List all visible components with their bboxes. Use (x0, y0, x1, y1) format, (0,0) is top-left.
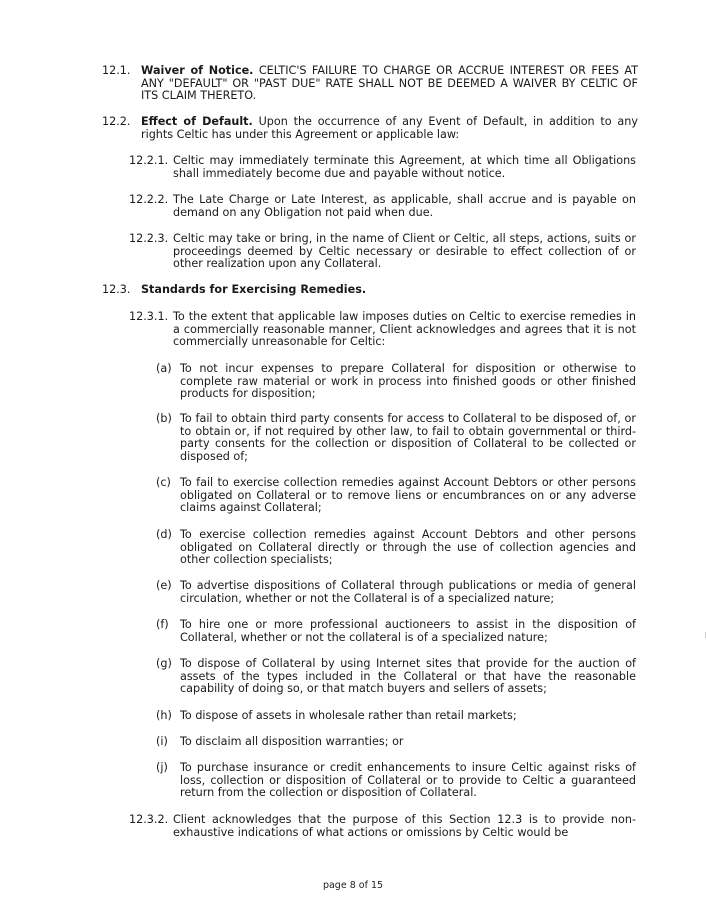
list-item (156, 477, 636, 515)
section-12-3-2 (129, 814, 636, 839)
section-text: Celtic may take or bring, in the name of Client or Celtic, all steps, actions, suits or proceedings deemed by Celtic necessary or desirable to effect collection of or other realization upon any Collateral. (173, 232, 636, 271)
section-number: 12.2.1. (129, 154, 169, 167)
section-12-1 (102, 65, 638, 103)
list-item (156, 762, 636, 800)
item-text: To advertise dispositions of Collateral through publications or media of general circulation, whether or not the Collateral is of a specialized nature; (180, 579, 636, 605)
item-label: (d) (156, 528, 172, 541)
section-text: CELTIC'S FAILURE TO CHARGE OR ACCRUE INTEREST OR FEES AT ANY "DEFAULT" OR "PAST DUE" RATE SHALL NOT BE DEEMED A WAIVER BY CELTIC OF ITS CLAIM THERETO. (141, 64, 638, 103)
item-text: To exercise collection remedies against Account Debtors and other persons obligated on Collateral directly or through the use of collection agencies and other collection specialists; (180, 528, 636, 567)
item-label: (b) (156, 412, 172, 425)
item-label: (g) (156, 657, 172, 670)
item-label: (h) (156, 709, 172, 722)
item-text: To hire one or more professional auctioneers to assist in the disposition of Collateral, whether or not the collateral is of a specialized nature; (180, 618, 636, 644)
item-text: To dispose of assets in wholesale rather than retail markets; (180, 709, 517, 722)
item-label: (a) (156, 362, 172, 375)
item-text: To purchase insurance or credit enhancements to insure Celtic against risks of loss, collection or disposition of Collateral or to provide to Celtic a guaranteed return from the collection or disposition of Collateral. (180, 761, 636, 800)
section-number: 12.3.1. (129, 310, 169, 323)
list-item (156, 413, 636, 463)
list-item (156, 619, 636, 644)
list-item (156, 710, 636, 723)
item-text: To not incur expenses to prepare Collateral for disposition or otherwise to complete raw material or work in process into finished goods or other finished products for disposition; (180, 362, 636, 401)
section-12-2-2 (129, 194, 636, 219)
item-label: (i) (156, 735, 168, 748)
section-number: 12.2.3. (129, 232, 169, 245)
section-text: Client acknowledges that the purpose of this Section 12.3 is to provide non-exhaustive indications of what actions or omissions by Celtic would be (173, 813, 636, 839)
section-12-2-3 (129, 233, 636, 271)
item-label: (e) (156, 579, 172, 592)
section-number: 12.2.2. (129, 193, 169, 206)
section-12-3-1 (129, 311, 636, 349)
section-number: 12.1. (102, 64, 131, 77)
section-number: 12.3. (102, 283, 131, 296)
section-12-3 (102, 284, 638, 297)
item-text: To disclaim all disposition warranties; or (180, 735, 404, 748)
list-item (156, 529, 636, 567)
item-text: To fail to exercise collection remedies against Account Debtors or other persons obligated on Collateral or to remove liens or encumbrances on or any adverse claims against Collateral; (180, 476, 636, 515)
section-number: 12.3.2. (129, 813, 169, 826)
section-heading: Standards for Exercising Remedies. (141, 283, 367, 296)
section-12-2-1 (129, 155, 636, 180)
section-number: 12.2. (102, 115, 131, 128)
list-item (156, 580, 636, 605)
section-12-2 (102, 116, 638, 141)
section-text: Upon the occurrence of any Event of Default, in addition to any rights Celtic has under this Agreement or applicable law: (141, 115, 638, 141)
page-footer: page 8 of 15 (322, 880, 384, 891)
list-item (156, 658, 636, 696)
list-item (156, 363, 636, 401)
section-text: To the extent that applicable law imposes duties on Celtic to exercise remedies in a commercially reasonable manner, Client acknowledges and agrees that it is not commercially unreasonable for Celtic: (173, 310, 636, 349)
item-text: To fail to obtain third party consents for access to Collateral to be disposed of, or to obtain or, if not required by other law, to fail to obtain governmental or third-party consents for the collection or disposition of Collateral to be collected or disposed of; (180, 412, 636, 463)
list-item (156, 736, 636, 749)
section-heading: Waiver of Notice. (141, 64, 254, 77)
item-label: (j) (156, 761, 168, 774)
item-label: (c) (156, 476, 171, 489)
item-label: (f) (156, 618, 169, 631)
section-text: The Late Charge or Late Interest, as applicable, shall accrue and is payable on demand on any Obligation not paid when due. (173, 193, 636, 219)
item-text: To dispose of Collateral by using Internet sites that provide for the auction of assets of the types included in the Collateral or that have the reasonable capability of doing so, or that match buyers and sellers of assets; (180, 657, 636, 696)
section-heading: Effect of Default. (141, 115, 253, 128)
section-text: Celtic may immediately terminate this Agreement, at which time all Obligations shall immediately become due and payable without notice. (173, 154, 636, 180)
